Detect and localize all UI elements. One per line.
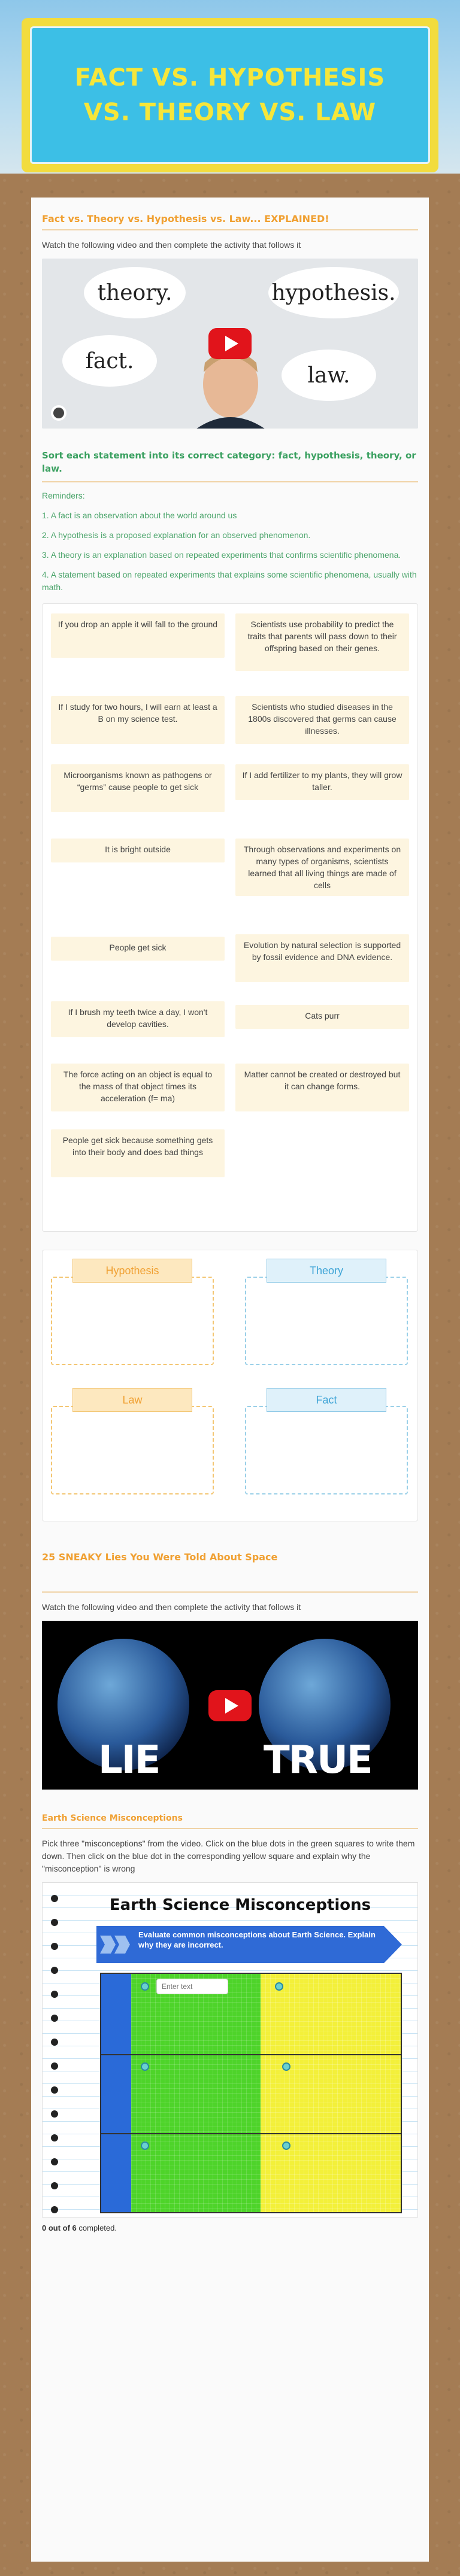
progress-suffix: completed. xyxy=(76,2223,117,2232)
bubble-hypothesis-label: hypothesis. xyxy=(271,280,396,305)
bubble-theory xyxy=(84,267,186,318)
label-hypothesis: Hypothesis xyxy=(72,1259,192,1283)
misconception-input[interactable] xyxy=(156,1979,228,1994)
explanation-3-dot[interactable] xyxy=(282,2141,290,2150)
true-label: TRUE xyxy=(264,1738,372,1782)
video2-play-button[interactable] xyxy=(208,1690,252,1721)
video2-title: 25 SNEAKY Lies You Were Told About Space xyxy=(42,1551,278,1563)
statement-card[interactable]: People get sick because something gets into their body and does bad things xyxy=(51,1129,225,1177)
statement-card[interactable]: The force acting on an object is equal to the mass of that object times its acceleration (f= ma) xyxy=(51,1064,225,1111)
bubble-law-label: law. xyxy=(307,363,350,388)
misconceptions-notebook xyxy=(42,1882,418,2217)
statement-card[interactable]: If I study for two hours, I will earn at least a B on my science test. xyxy=(51,696,225,744)
misconceptions-instructions: Pick three "misconceptions" from the video. Click on the blue dots in the green squares to write them down. Then click on the blue dot in the corresponding yellow square and explain why the "misconception" is wrong xyxy=(42,1839,415,1873)
statement-card[interactable]: People get sick xyxy=(51,937,225,961)
video1-play-button[interactable] xyxy=(208,328,252,359)
pbs-logo-icon xyxy=(50,405,67,421)
instruction-arrow-text: Evaluate common misconceptions about Earth Science. Explain why they are incorrect. xyxy=(138,1930,376,1949)
bubble-law xyxy=(282,350,376,401)
reminder-4: 4. A statement based on repeated experiments that explains some scientific phenomena, usually with math. xyxy=(42,570,417,592)
statement-card[interactable]: If you drop an apple it will fall to the ground xyxy=(51,613,225,658)
binder-ring xyxy=(51,2039,58,2046)
dropzone-law[interactable] xyxy=(51,1406,214,1494)
statement-card[interactable]: If I add fertilizer to my plants, they will grow taller. xyxy=(235,764,409,800)
statement-card[interactable]: Cats purr xyxy=(235,1005,409,1029)
binder-ring xyxy=(51,1895,58,1902)
statement-card[interactable]: Matter cannot be created or destroyed but it can change forms. xyxy=(235,1064,409,1111)
explanation-1-dot[interactable] xyxy=(275,1982,283,1991)
binder-ring xyxy=(51,2182,58,2189)
video1-title: Fact vs. Theory vs. Hypothesis vs. Law... EXPLAINED! xyxy=(42,207,418,230)
bubble-fact-label: fact. xyxy=(85,348,134,373)
sort-title: Sort each statement into its correct category: fact, hypothesis, theory, or law. xyxy=(42,449,418,482)
video2-divider xyxy=(42,1591,418,1593)
binder-ring xyxy=(51,2206,58,2213)
category-dropzones xyxy=(42,1250,418,1521)
notebook-grid-border xyxy=(100,1973,402,2213)
label-law: Law xyxy=(72,1388,192,1412)
binder-ring xyxy=(51,1919,58,1926)
binder-ring xyxy=(51,2158,58,2165)
statement-bank xyxy=(42,603,418,1232)
video1-player[interactable] xyxy=(42,259,418,429)
title-banner-inner xyxy=(30,26,430,164)
misconceptions-title: Earth Science Misconceptions xyxy=(42,1808,418,1829)
video2-instructions: Watch the following video and then complete the activity that follows it xyxy=(42,1602,301,1612)
reminder-3: 3. A theory is an explanation based on repeated experiments that confirms scientific phenomena. xyxy=(42,550,401,560)
dropzone-fact[interactable] xyxy=(245,1406,408,1494)
title-banner xyxy=(22,18,438,172)
notebook-title: Earth Science Misconceptions xyxy=(109,1896,371,1914)
progress-footer xyxy=(42,2223,418,2232)
lie-label: LIE xyxy=(98,1738,160,1782)
reminder-2: 2. A hypothesis is a proposed explanation for an observed phenomenon. xyxy=(42,530,311,540)
binder-ring xyxy=(51,2062,58,2070)
bubble-hypothesis xyxy=(268,267,399,318)
binder-ring xyxy=(51,2015,58,2022)
binder-ring xyxy=(51,2110,58,2118)
misconception-1-dot[interactable] xyxy=(141,1982,149,1991)
binder-ring xyxy=(51,2086,58,2094)
video1-instructions: Watch the following video and then complete the activity that follows it xyxy=(42,240,301,250)
misconception-3-dot[interactable] xyxy=(141,2141,149,2150)
content-card xyxy=(31,198,429,2562)
statement-card[interactable]: Scientists who studied diseases in the 1800s discovered that germs can cause illnesses. xyxy=(235,696,409,744)
progress-count: 0 out of 6 xyxy=(42,2223,77,2232)
binder-ring xyxy=(51,1967,58,1974)
label-theory: Theory xyxy=(267,1259,386,1283)
page-title: FACT VS. HYPOTHESIS VS. THEORY VS. LAW xyxy=(74,64,386,126)
statement-card[interactable]: If I brush my teeth twice a day, I won't develop cavities. xyxy=(51,1001,225,1037)
dropzone-theory[interactable] xyxy=(245,1277,408,1365)
misconception-2-dot[interactable] xyxy=(141,2062,149,2071)
binder-ring xyxy=(51,2134,58,2141)
bubble-theory-label: theory. xyxy=(97,280,172,305)
bubble-fact xyxy=(62,335,157,387)
statement-card[interactable]: Microorganisms known as pathogens or “germs” cause people to get sick xyxy=(51,764,225,812)
statement-card[interactable]: Evolution by natural selection is supported by fossil evidence and DNA evidence. xyxy=(235,934,409,982)
statement-card[interactable]: Through observations and experiments on many types of organisms, scientists learned that all living things are made of cells xyxy=(235,839,409,896)
dropzone-hypothesis[interactable] xyxy=(51,1277,214,1365)
statement-card[interactable]: Scientists use probability to predict the traits that parents will pass down to their offspring based on their genes. xyxy=(235,613,409,671)
video2-player[interactable] xyxy=(42,1621,418,1790)
binder-ring xyxy=(51,1943,58,1950)
label-fact: Fact xyxy=(267,1388,386,1412)
binder-ring xyxy=(51,1991,58,1998)
reminders-label: Reminders: xyxy=(42,491,85,500)
reminder-1: 1. A fact is an observation about the world around us xyxy=(42,511,237,520)
statement-card[interactable]: It is bright outside xyxy=(51,839,225,862)
explanation-2-dot[interactable] xyxy=(282,2062,290,2071)
